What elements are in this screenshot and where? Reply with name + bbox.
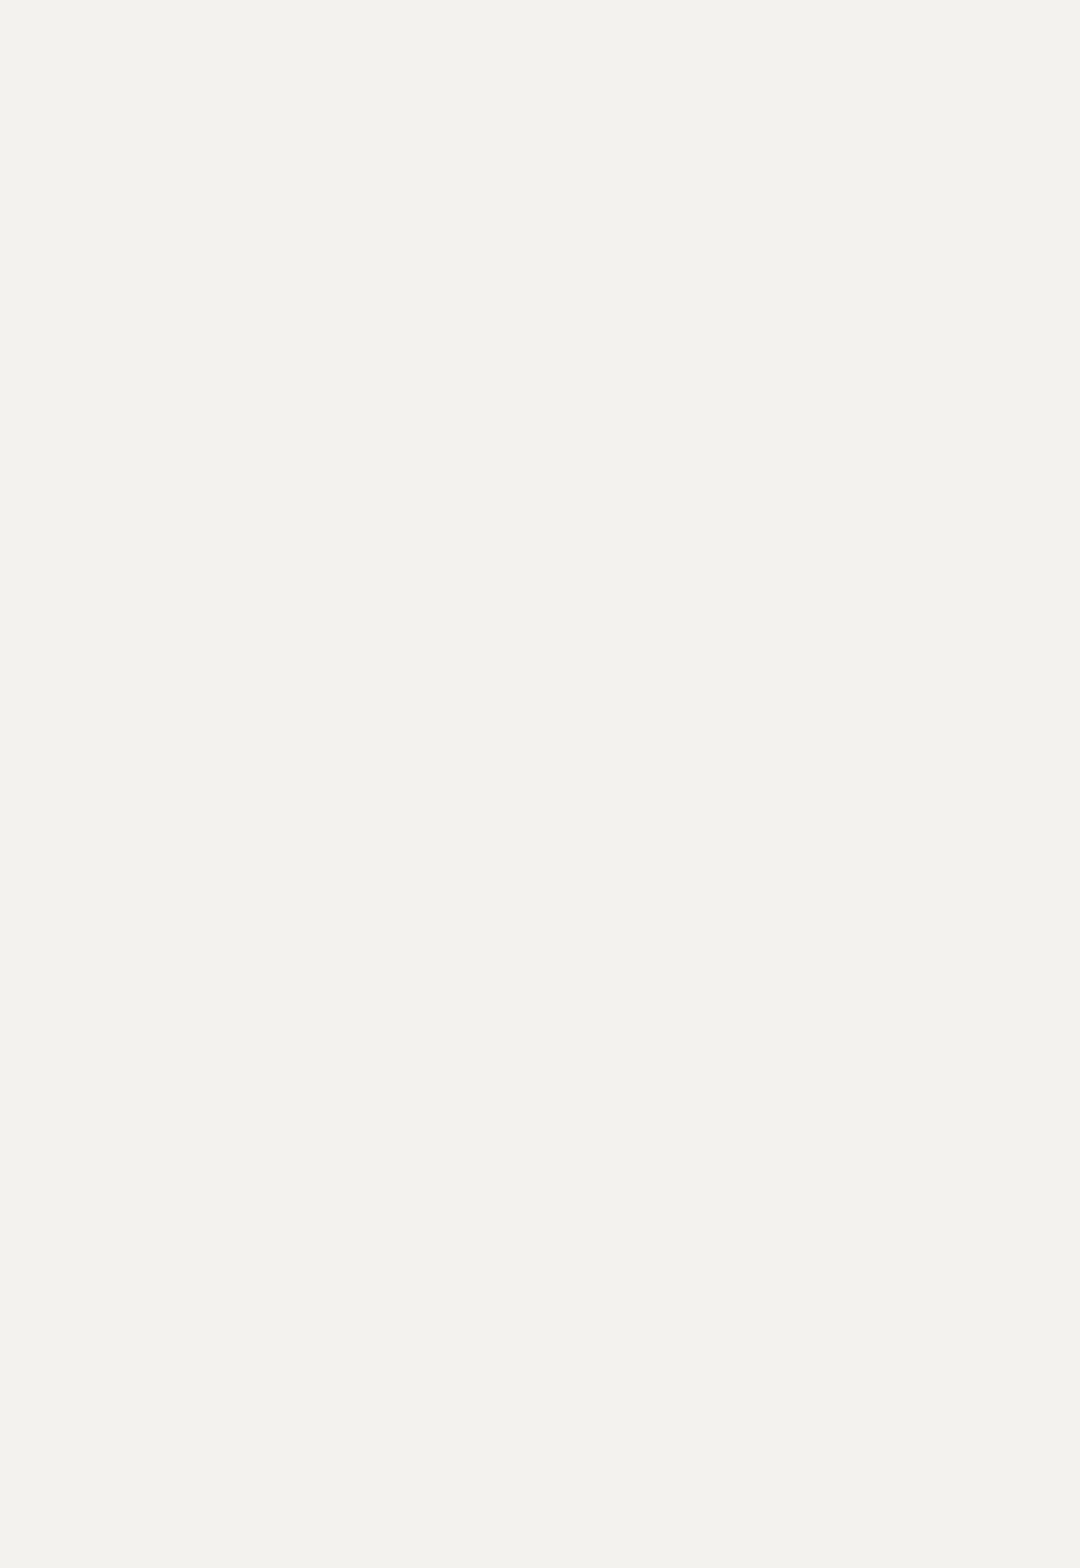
top-dialogue-block: [90, 86, 1010, 746]
bottom-dialogue-block: [95, 805, 1045, 1485]
